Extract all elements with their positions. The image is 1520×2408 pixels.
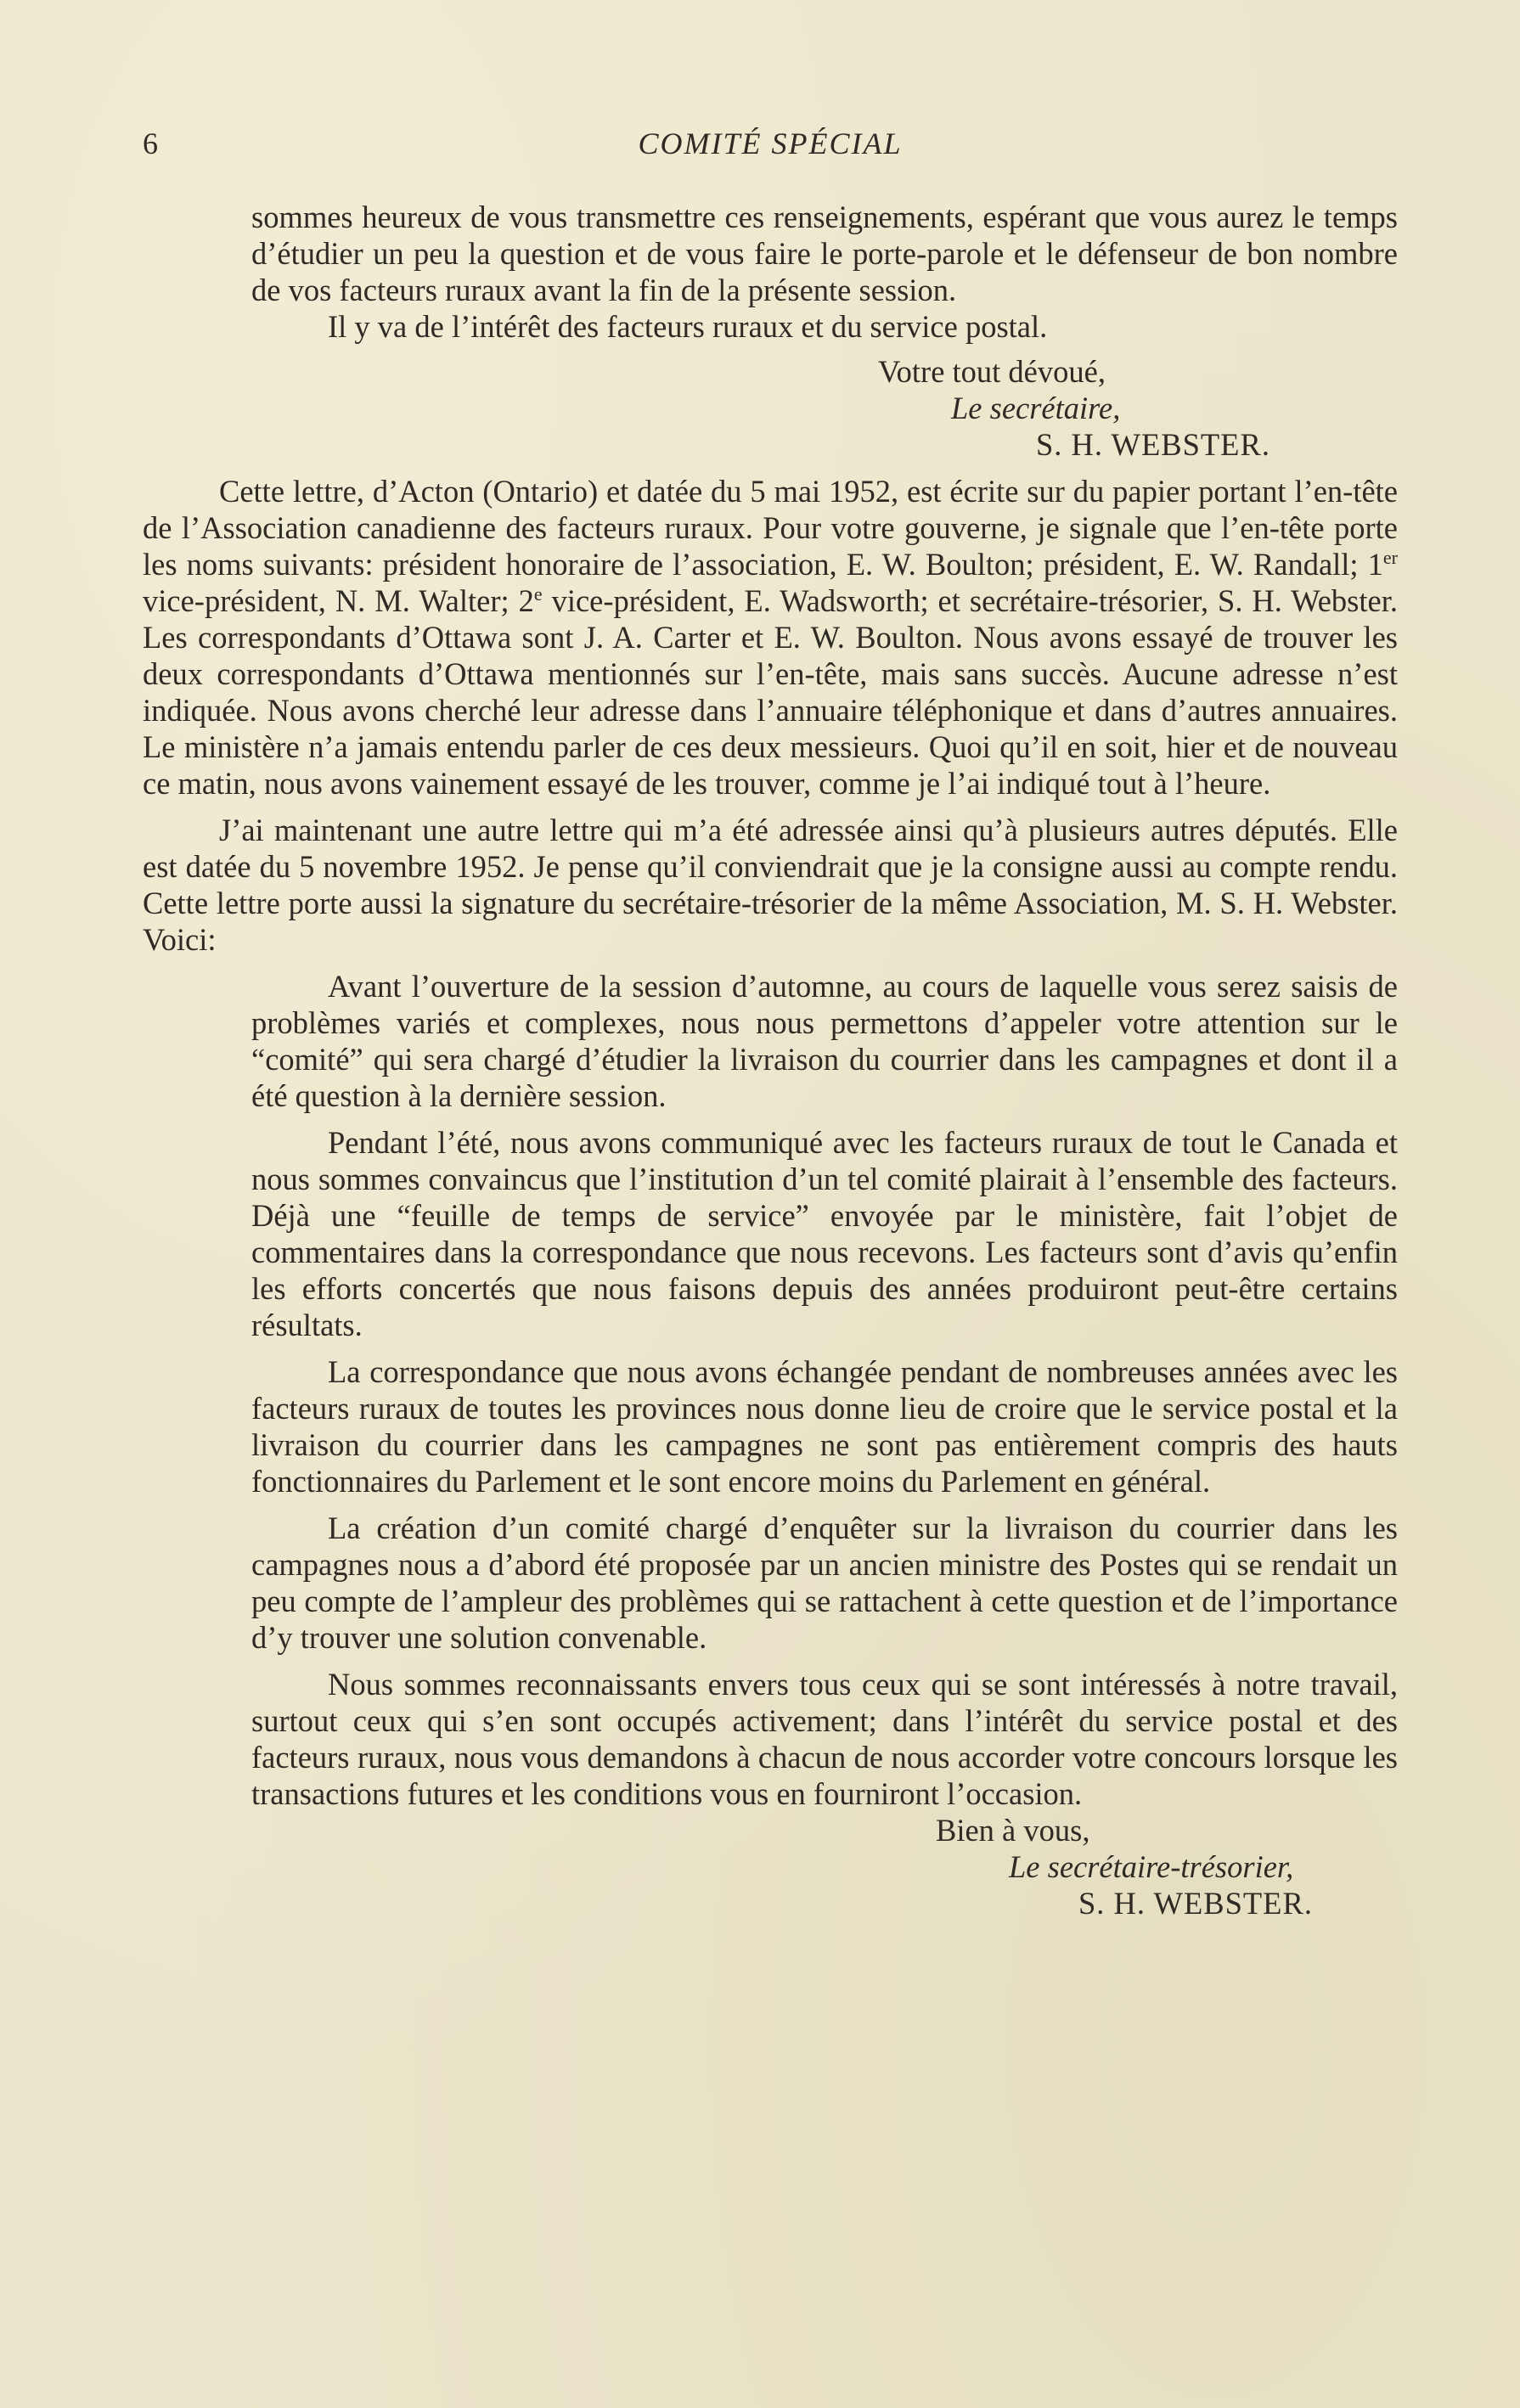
letter-2-body	[251, 968, 1398, 1812]
letter-1-paragraph: sommes heureux de vous transmettre ces renseignements, espérant que vous aurez le temps d’étudier un peu la question et de vous faire le porte-parole et le défenseur de bon nombre de vos facteurs ruraux avant la fin de la présente session.	[251, 200, 1398, 307]
letter-2-paragraph: La création d’un comité chargé d’enquêter sur la livraison du courrier dans les campagnes nous a d’abord été proposée par un ancien ministre des Postes qui se rendait un peu compte de l’ampleur des problèmes qui se rattachent à cette question et de l’importance d’y trouver une solution convenable.	[251, 1511, 1398, 1655]
letter-1-valediction: Votre tout dévoué,	[878, 354, 1106, 389]
commentary-paragraph-1	[143, 473, 1398, 802]
letter-2-signer-name: S. H. WEBSTER.	[1078, 1886, 1313, 1921]
page-body	[143, 199, 1398, 1921]
letter-2-paragraph: Nous sommes reconnaissants envers tous ceux qui se sont intéressés à notre travail, surtout ceux qui s’en sont occupés activement; dans l’intérêt du service postal et des facteurs ruraux, nous vous demandons à chacun de nous accorder votre concours lorsque les transactions futures et les conditions vous en fourniront l’occasion.	[251, 1667, 1398, 1811]
page-number: 6	[143, 127, 158, 160]
letter-1-closing-paragraph: Il y va de l’intérêt des facteurs ruraux et du service postal.	[328, 309, 1048, 344]
letter-2-paragraph: La correspondance que nous avons échangée pendant de nombreuses années avec les facteurs ruraux de toutes les provinces nous donne lieu de croire que le service postal et la livraison du courrier dans les campagnes ne sont pas entièrement compris des hauts fonctionnaires du Parlement et le sont encore moins du Parlement en général.	[251, 1354, 1398, 1499]
letter-1-signer-name: S. H. WEBSTER.	[1036, 427, 1270, 462]
letter-2-paragraph: Avant l’ouverture de la session d’automne, au cours de laquelle vous serez saisis de problèmes variés et complexes, nous nous permettons d’appeler votre attention sur le “comité” qui sera chargé d’étudier la livraison du courrier dans les campagnes et dont il a été question à la dernière session.	[251, 969, 1398, 1113]
commentary-text-c: vice-président, E. Wadsworth; et secrétaire-trésorier, S. H. Webster. Les correspondants d’Ottawa sont J. A. Carter et E. W. Boulton. Nous avons essayé de trouver les deux correspondants d’Ottawa mentionnés sur l’en-tête, mais sans succès. Aucune adresse n’est indiquée. Nous avons cherché leur adresse dans l’annuaire téléphonique et dans d’autres annuaires. Le ministère n’a jamais entendu parler de ces deux messieurs. Quoi qu’il en soit, hier et de nouveau ce matin, nous avons vainement essayé de les trouver, comme je l’ai indiqué tout à l’heure.	[143, 583, 1398, 801]
commentary-paragraph-2: J’ai maintenant une autre lettre qui m’a été adressée ainsi qu’à plusieurs autres députés. Elle est datée du 5 novembre 1952. Je pense qu’il conviendrait que je la consigne aussi au compte rendu. Cette lettre porte aussi la signature du secrétaire-trésorier de la même Association, M. S. H. Webster. Voici:	[143, 813, 1398, 957]
letter-1-signature	[878, 353, 1398, 463]
page-header	[143, 126, 1398, 168]
letter-2-signature	[936, 1812, 1398, 1921]
letter-1-signer-title: Le secrétaire,	[951, 391, 1121, 425]
letter-2-signer-title: Le secrétaire-trésorier,	[1009, 1849, 1294, 1884]
commentary-text-b: vice-président, N. M. Walter; 2	[143, 583, 534, 618]
letter-2-paragraph: Pendant l’été, nous avons communiqué avec les facteurs ruraux de tout le Canada et nous sommes convaincus que l’institution d’un tel comité plairait à l’ensemble des facteurs. Déjà une “feuille de temps de service” envoyée par le ministère, fait l’objet de commentaires dans la correspondance que nous recevons. Les facteurs sont d’avis qu’enfin les efforts concertés que nous faisons depuis des années produiront peut-être certains résultats.	[251, 1125, 1398, 1342]
letter-2-valediction: Bien à vous,	[936, 1813, 1090, 1848]
letter-1-continuation	[251, 199, 1398, 345]
running-title: COMITÉ SPÉCIAL	[638, 127, 903, 160]
superscript-er: er	[1382, 546, 1398, 568]
superscript-e: e	[533, 582, 543, 605]
commentary-text-a: Cette lettre, d’Acton (Ontario) et datée du 5 mai 1952, est écrite sur du papier portant l’en-tête de l’Association canadienne des facteurs ruraux. Pour votre gouverne, je signale que l’en-tête porte les noms suivants: président honoraire de l’association, E. W. Boulton; président, E. W. Randall; 1	[143, 474, 1398, 582]
